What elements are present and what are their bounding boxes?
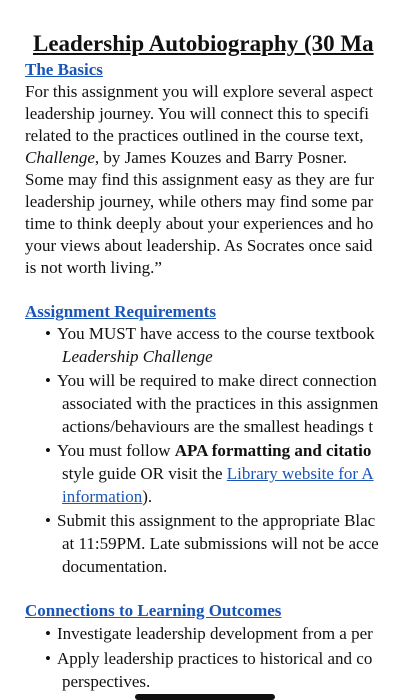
- basics-line-4: [25, 147, 347, 169]
- requirement-3-suffix: ).: [142, 487, 153, 506]
- basics-line-3: related to the practices outlined in the course text,: [25, 126, 364, 145]
- basics-line-1: For this assignment you will explore several aspect: [25, 82, 373, 101]
- requirement-4-line-2: at 11:59PM. Late submissions will not be acce: [62, 534, 379, 553]
- bullet-icon: •: [45, 649, 51, 668]
- requirement-1-line-1: You MUST have access to the course textbook: [57, 324, 375, 343]
- library-website-link[interactable]: Library website for A: [226, 464, 374, 483]
- textbook-title: Leadership Challenge: [62, 347, 213, 366]
- basics-line-5: Some may find this assignment easy as they are fur: [25, 170, 374, 189]
- bullet-icon: •: [45, 511, 51, 530]
- requirement-3-prefix: You must follow: [57, 441, 175, 460]
- requirement-3-line-3: [62, 486, 152, 508]
- requirement-4-line-1: Submit this assignment to the appropriate Blac: [57, 511, 376, 530]
- basics-line-6: leadership journey, while others may find some par: [25, 192, 374, 211]
- requirement-2-line-1: You will be required to make direct connection: [57, 371, 377, 390]
- basics-line-9: is not worth living.”: [25, 258, 162, 277]
- basics-line-7: time to think deeply about your experiences and ho: [25, 214, 374, 233]
- requirement-3-line-2-prefix: style guide OR visit the: [62, 464, 227, 483]
- basics-line-4-rest: , by James Kouzes and Barry Posner.: [94, 148, 348, 167]
- requirement-2-line-3: actions/behaviours are the smallest headings t: [62, 417, 374, 436]
- outcome-2-line-1: Apply leadership practices to historical and co: [57, 649, 373, 668]
- requirement-1-line-2: [62, 346, 213, 368]
- bullet-icon: •: [45, 441, 51, 460]
- requirement-4-line-3: documentation.: [62, 557, 168, 576]
- document-title: Leadership Autobiography (30 Ma: [33, 31, 374, 56]
- outcome-1-line-1: Investigate leadership development from a per: [57, 624, 373, 643]
- basics-heading[interactable]: The Basics: [25, 60, 103, 79]
- bullet-icon: •: [45, 371, 51, 390]
- home-indicator[interactable]: [135, 694, 275, 700]
- outcomes-heading[interactable]: Connections to Learning Outcomes: [25, 601, 282, 620]
- outcome-2-line-2: perspectives.: [62, 672, 151, 691]
- requirements-heading[interactable]: Assignment Requirements: [25, 302, 216, 321]
- apa-formatting-emphasis: APA formatting and citatio: [174, 441, 372, 460]
- requirement-3-line-1: [57, 440, 371, 462]
- basics-line-8: your views about leadership. As Socrates once said: [25, 236, 373, 255]
- library-information-link[interactable]: information: [62, 487, 143, 506]
- bullet-icon: •: [45, 324, 51, 343]
- requirement-3-line-2: [62, 463, 374, 485]
- basics-line-2: leadership journey. You will connect this to specifi: [25, 104, 370, 123]
- course-text-title: Challenge: [25, 148, 95, 167]
- requirement-2-line-2: associated with the practices in this assignmen: [62, 394, 379, 413]
- bullet-icon: •: [45, 624, 51, 643]
